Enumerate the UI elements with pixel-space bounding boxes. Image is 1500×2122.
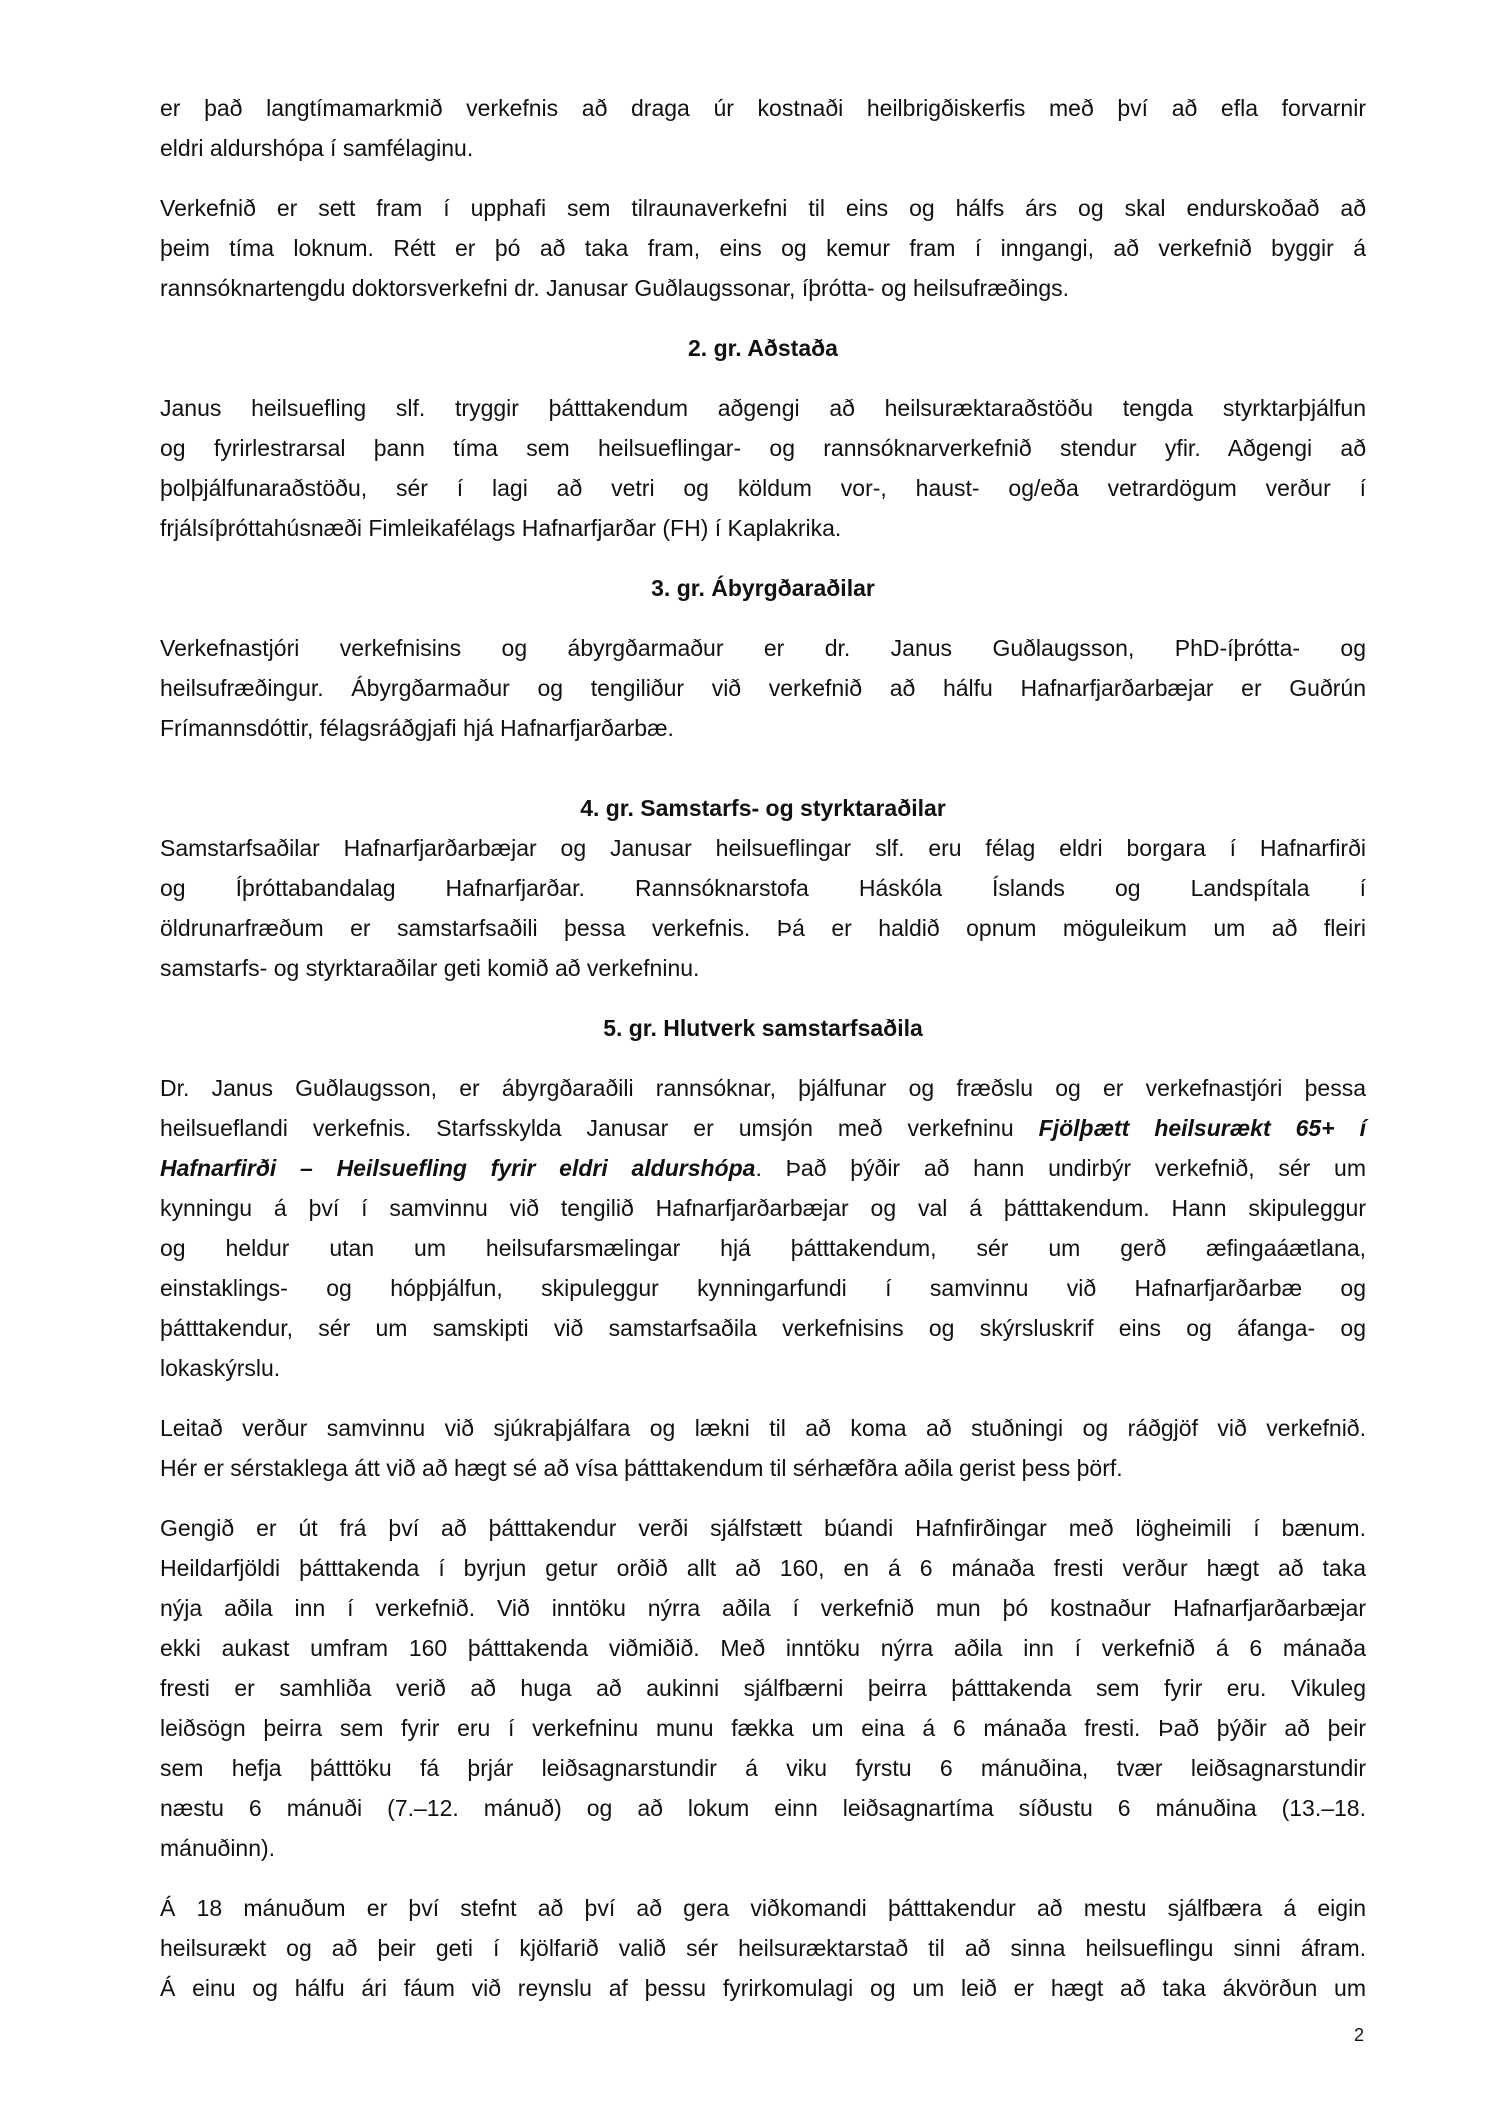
text-line: [160, 1268, 1366, 1308]
text-line: [160, 1628, 1366, 1668]
text-line: [160, 1888, 1366, 1928]
text-line: [160, 1148, 1366, 1188]
text-run: fresti er samhliða verið að huga að aukinni sjálfbærni þeirra þátttakenda sem fyrir eru. Vikuleg: [160, 1675, 1366, 1701]
text-line: [160, 948, 1366, 988]
text-run: Gengið er út frá því að þátttakendur verði sjálfstætt búandi Hafnfirðingar með lögheimili í bænum.: [160, 1515, 1366, 1541]
project-title-emphasis: Fjölþætt heilsurækt 65+ í: [1038, 1115, 1366, 1141]
text-line: [160, 1348, 1366, 1388]
text-line: [160, 128, 1366, 168]
text-line: [160, 1968, 1366, 2008]
text-line: [160, 1748, 1366, 1788]
text-run: og heldur utan um heilsufarsmælingar hjá þátttakendum, sér um gerð æfingaáætlana,: [160, 1235, 1366, 1261]
text-run: þolþjálfunaraðstöðu, sér í lagi að vetri og köldum vor-, haust- og/eða vetrardögum verður í: [160, 475, 1366, 501]
text-line: [160, 508, 1366, 548]
text-run: eldri aldurshópa í samfélaginu.: [160, 135, 474, 161]
text-run: ekki aukast umfram 160 þátttakenda viðmiðið. Með inntöku nýrra aðila inn í verkefnið á 6 mánaða: [160, 1635, 1366, 1661]
text-line: [160, 668, 1366, 708]
text-run: leiðsögn þeirra sem fyrir eru í verkefninu munu fækka um eina á 6 mánaða fresti. Það þýðir að þeir: [160, 1715, 1366, 1741]
paragraph: [160, 1508, 1366, 1868]
paragraph: [160, 388, 1366, 548]
text-line: [160, 188, 1366, 228]
text-line: [160, 1548, 1366, 1588]
text-run: Á 18 mánuðum er því stefnt að því að gera viðkomandi þátttakendur að mestu sjálfbæra á eigin: [160, 1895, 1366, 1921]
text-line: [160, 1108, 1366, 1148]
text-run: samstarfs- og styrktaraðilar geti komið að verkefninu.: [160, 955, 700, 981]
text-line: [160, 908, 1366, 948]
text-line: [160, 1828, 1366, 1868]
text-run: Hér er sérstaklega átt við að hægt sé að vísa þátttakendum til sérhæfðra aðila gerist þess þörf.: [160, 1455, 1123, 1481]
text-line: [160, 1448, 1366, 1488]
text-run: þátttakendur, sér um samskipti við samstarfsaðila verkefnisins og skýrsluskrif eins og áfanga- og: [160, 1315, 1366, 1341]
paragraph: [160, 1408, 1366, 1488]
text-run: heilsurækt og að þeir geti í kjölfarið valið sér heilsuræktarstað til að sinna heilsueflingu sinni áfram.: [160, 1935, 1366, 1961]
text-run: Heildarfjöldi þátttakenda í byrjun getur orðið allt að 160, en á 6 mánaða fresti verður hægt að taka: [160, 1555, 1366, 1581]
text-run: einstaklings- og hópþjálfun, skipuleggur kynningarfundi í samvinnu við Hafnarfjarðarbæ og: [160, 1275, 1366, 1301]
text-line: [160, 1408, 1366, 1448]
text-run: heilsueflandi verkefnis. Starfsskylda Janusar er umsjón með verkefninu: [160, 1115, 1039, 1141]
text-run: Verkefnið er sett fram í upphafi sem tilraunaverkefni til eins og hálfs árs og skal endurskoðað að: [160, 195, 1366, 221]
text-run: Á einu og hálfu ári fáum við reynslu af þessu fyrirkomulagi og um leið er hægt að taka ákvörðun um: [160, 1975, 1366, 2001]
text-line: [160, 268, 1366, 308]
text-run: Dr. Janus Guðlaugsson, er ábyrgðaraðili rannsóknar, þjálfunar og fræðslu og er verkefnastjóri þessa: [160, 1075, 1366, 1101]
text-run: þeim tíma loknum. Rétt er þó að taka fram, eins og kemur fram í inngangi, að verkefnið byggir á: [160, 235, 1366, 261]
text-line: [160, 1228, 1366, 1268]
text-run: Janus heilsuefling slf. tryggir þátttakendum aðgengi að heilsuræktaraðstöðu tengda styrktarþjálfun: [160, 395, 1366, 421]
text-line: [160, 468, 1366, 508]
text-run: frjálsíþróttahúsnæði Fimleikafélags Hafnarfjarðar (FH) í Kaplakrika.: [160, 515, 842, 541]
paragraph: [160, 828, 1366, 988]
text-line: [160, 1068, 1366, 1108]
section-heading: 2. gr. Aðstaða: [688, 335, 838, 361]
text-line: [160, 1668, 1366, 1708]
section-heading: 3. gr. Ábyrgðaraðilar: [651, 575, 875, 601]
paragraph: [160, 188, 1366, 308]
text-line: [160, 1788, 1366, 1828]
text-run: sem hefja þátttöku fá þrjár leiðsagnarstundir á viku fyrstu 6 mánuðina, tvær leiðsagnarstundir: [160, 1755, 1366, 1781]
text-line: [160, 828, 1366, 868]
paragraph: [160, 1068, 1366, 1388]
text-run: mánuðinn).: [160, 1835, 276, 1861]
text-line: [160, 1928, 1366, 1968]
text-run: öldrunarfræðum er samstarfsaðili þessa verkefnis. Þá er haldið opnum möguleikum um að fleiri: [160, 915, 1366, 941]
text-line: [160, 388, 1366, 428]
text-line: [160, 1508, 1366, 1548]
text-line: [160, 1708, 1366, 1748]
text-run: kynningu á því í samvinnu við tengilið Hafnarfjarðarbæjar og val á þátttakendum. Hann skipuleggur: [160, 1195, 1366, 1221]
text-line: [160, 708, 1366, 748]
text-run: Leitað verður samvinnu við sjúkraþjálfara og lækni til að koma að stuðningi og ráðgjöf við verkefnið.: [160, 1415, 1366, 1441]
text-run: og fyrirlestrarsal þann tíma sem heilsueflingar- og rannsóknarverkefnið stendur yfir. Aðgengi að: [160, 435, 1366, 461]
text-run: . Það þýðir að hann undirbýr verkefnið, sér um: [755, 1155, 1367, 1181]
text-run: heilsufræðingur. Ábyrgðarmaður og tengiliður við verkefnið að hálfu Hafnarfjarðarbæjar er Guðrún: [160, 675, 1366, 701]
document-body: [160, 88, 1366, 2028]
section-heading: 4. gr. Samstarfs- og styrktaraðilar: [580, 795, 946, 821]
text-run: rannsóknartengdu doktorsverkefni dr. Janusar Guðlaugssonar, íþrótta- og heilsufræðings.: [160, 275, 1070, 301]
text-run: nýja aðila inn í verkefnið. Við inntöku nýrra aðila í verkefnið mun þó kostnaður Hafnarfjarðarbæjar: [160, 1595, 1366, 1621]
text-line: [160, 1588, 1366, 1628]
text-run: Frímannsdóttir, félagsráðgjafi hjá Hafnarfjarðarbæ.: [160, 715, 674, 741]
text-line: [160, 1188, 1366, 1228]
project-title-emphasis: Hafnarfirði – Heilsuefling fyrir eldri aldurshópa: [160, 1155, 756, 1181]
text-line: [160, 868, 1366, 908]
text-run: næstu 6 mánuði (7.–12. mánuð) og að lokum einn leiðsagnartíma síðustu 6 mánuðina (13.–18.: [160, 1795, 1366, 1821]
text-run: lokaskýrslu.: [160, 1355, 281, 1381]
text-line: [160, 228, 1366, 268]
paragraph: [160, 88, 1366, 168]
paragraph: [160, 1888, 1366, 2008]
text-run: og Íþróttabandalag Hafnarfjarðar. Rannsóknarstofa Háskóla Íslands og Landspítala í: [160, 875, 1366, 901]
text-line: [160, 628, 1366, 668]
text-line: [160, 88, 1366, 128]
text-run: Samstarfsaðilar Hafnarfjarðarbæjar og Janusar heilsueflingar slf. eru félag eldri borgara í Hafnarfirði: [160, 835, 1366, 861]
text-line: [160, 428, 1366, 468]
text-run: Verkefnastjóri verkefnisins og ábyrgðarmaður er dr. Janus Guðlaugsson, PhD-íþrótta- og: [160, 635, 1366, 661]
page-number: 2: [1353, 2025, 1364, 2045]
paragraph: [160, 628, 1366, 748]
section-heading: 5. gr. Hlutverk samstarfsaðila: [603, 1015, 923, 1041]
text-line: [160, 1308, 1366, 1348]
text-run: er það langtímamarkmið verkefnis að draga úr kostnaði heilbrigðiskerfis með því að efla forvarnir: [160, 95, 1366, 121]
